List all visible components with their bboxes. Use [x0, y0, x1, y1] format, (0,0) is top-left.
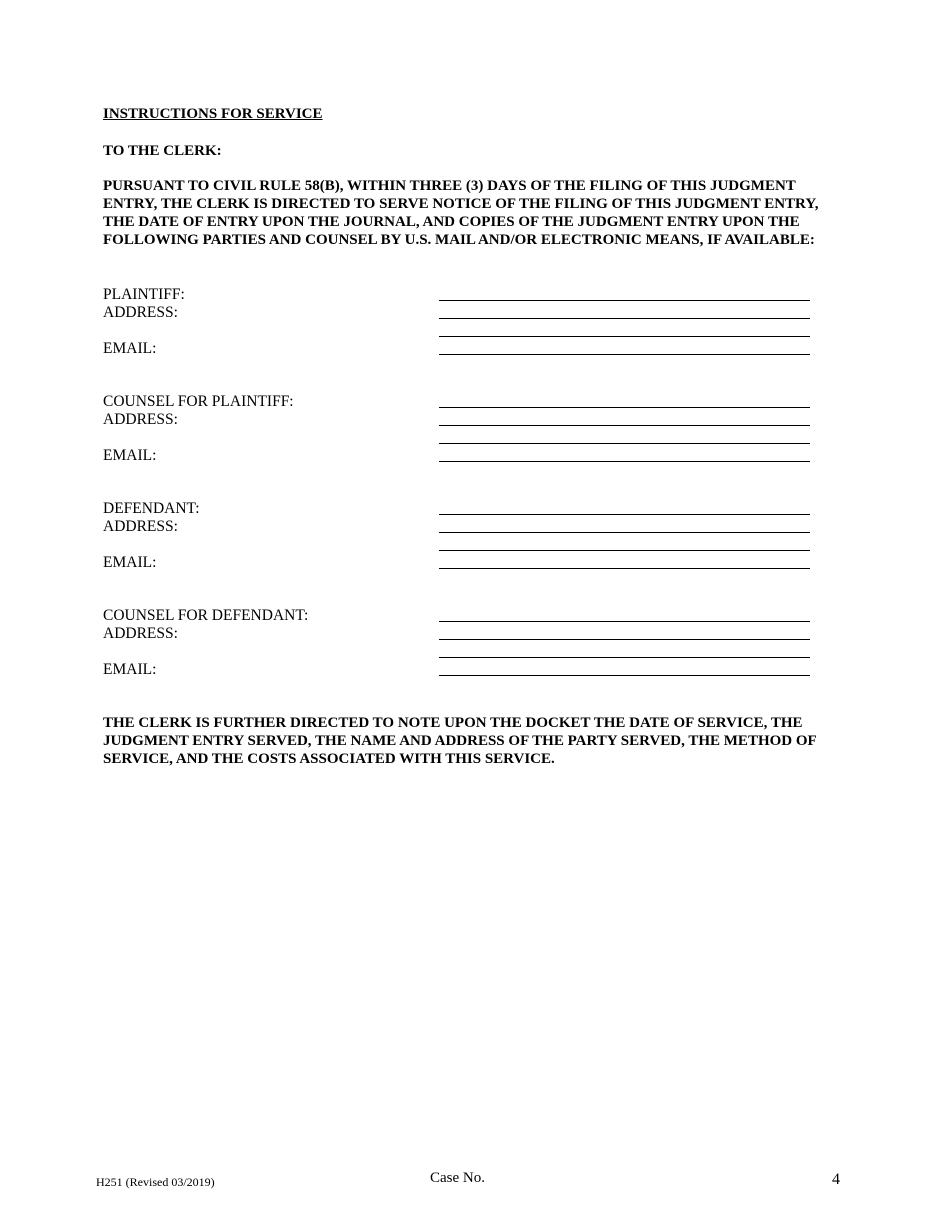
counsel-plaintiff-address-line-2[interactable]: [439, 443, 810, 444]
counsel-plaintiff-name-line[interactable]: [439, 407, 810, 408]
plaintiff-email-label: EMAIL:: [103, 340, 157, 357]
plaintiff-address-line-1[interactable]: [439, 318, 810, 319]
page-title: INSTRUCTIONS FOR SERVICE: [103, 106, 323, 122]
case-number-label: Case No.: [430, 1170, 485, 1186]
defendant-email-line[interactable]: [439, 568, 810, 569]
defendant-address-line-1[interactable]: [439, 532, 810, 533]
further-instructions: THE CLERK IS FURTHER DIRECTED TO NOTE UPON THE DOCKET THE DATE OF SERVICE, THE JUDGMENT ENTRY SERVED, THE NAME AND ADDRESS OF THE PARTY SERVED, THE METHOD OF SERVICE, AND THE COSTS ASSOCIATED WITH THIS SERVICE.: [103, 715, 817, 767]
counsel-defendant-address-label: ADDRESS:: [103, 625, 178, 642]
defendant-address-line-2[interactable]: [439, 550, 810, 551]
counsel-defendant-address-line-2[interactable]: [439, 657, 810, 658]
counsel-plaintiff-address-line-1[interactable]: [439, 425, 810, 426]
plaintiff-email-line[interactable]: [439, 354, 810, 355]
defendant-email-label: EMAIL:: [103, 554, 157, 571]
defendant-address-label: ADDRESS:: [103, 518, 178, 535]
form-code: H251 (Revised 03/2019): [96, 1175, 215, 1189]
page-number: 4: [832, 1171, 840, 1188]
counsel-plaintiff-email-line[interactable]: [439, 461, 810, 462]
plaintiff-address-line-2[interactable]: [439, 336, 810, 337]
service-instructions: PURSUANT TO CIVIL RULE 58(B), WITHIN THREE (3) DAYS OF THE FILING OF THIS JUDGMENT ENTRY, THE CLERK IS DIRECTED TO SERVE NOTICE OF THE FILING OF THIS JUDGMENT ENTRY, THE DATE OF ENTRY UPON THE JOURNAL, AND COPIES OF THE JUDGMENT ENTRY UPON THE FOLLOWING PARTIES AND COUNSEL BY U.S. MAIL AND/OR ELECTRONIC MEANS, IF AVAILABLE:: [103, 178, 819, 248]
counsel-defendant-label: COUNSEL FOR DEFENDANT:: [103, 607, 309, 624]
plaintiff-address-label: ADDRESS:: [103, 304, 178, 321]
counsel-defendant-email-line[interactable]: [439, 675, 810, 676]
defendant-name-line[interactable]: [439, 514, 810, 515]
counsel-defendant-address-line-1[interactable]: [439, 639, 810, 640]
plaintiff-label: PLAINTIFF:: [103, 286, 185, 303]
counsel-defendant-email-label: EMAIL:: [103, 661, 157, 678]
counsel-defendant-name-line[interactable]: [439, 621, 810, 622]
to-clerk-heading: TO THE CLERK:: [103, 143, 222, 159]
defendant-label: DEFENDANT:: [103, 500, 200, 517]
counsel-plaintiff-email-label: EMAIL:: [103, 447, 157, 464]
counsel-plaintiff-address-label: ADDRESS:: [103, 411, 178, 428]
plaintiff-name-line[interactable]: [439, 300, 810, 301]
counsel-plaintiff-label: COUNSEL FOR PLAINTIFF:: [103, 393, 294, 410]
